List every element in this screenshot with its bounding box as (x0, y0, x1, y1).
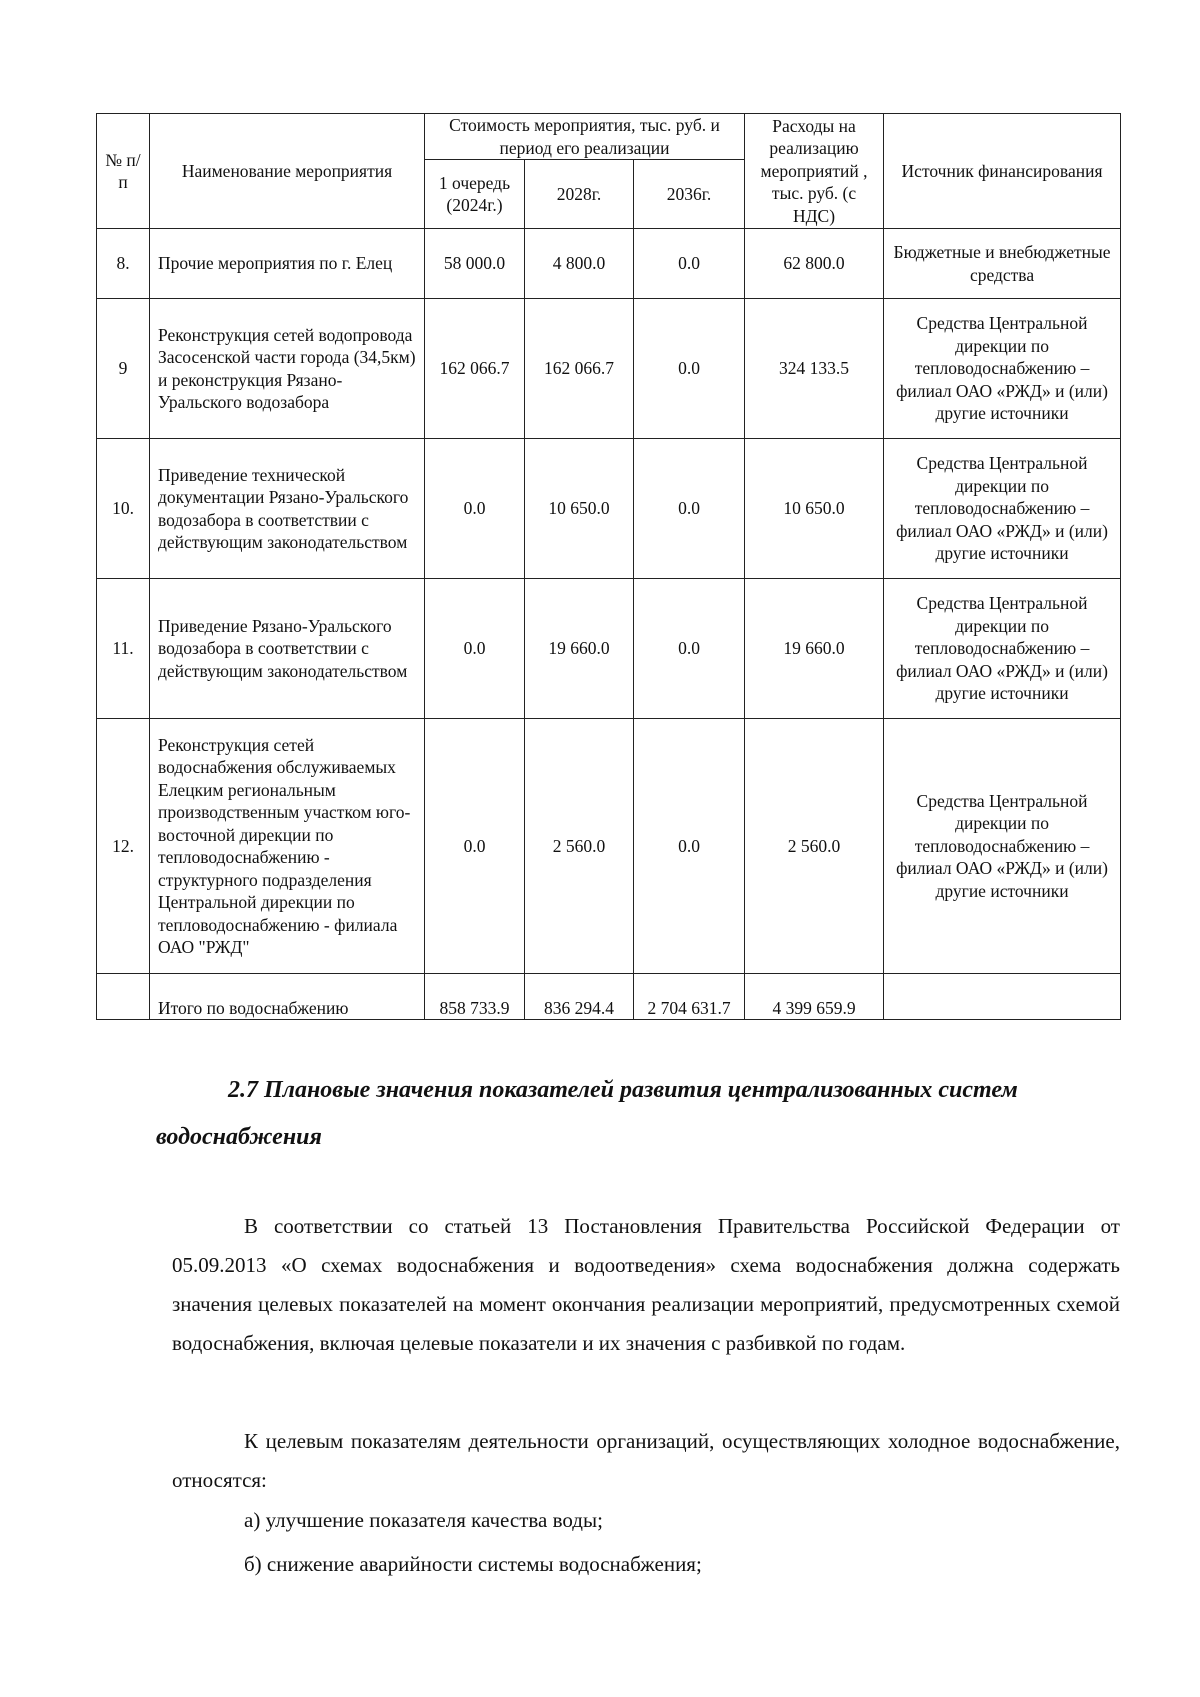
row-total: 2 560.0 (745, 719, 884, 974)
totals-2028: 836 294.4 (525, 974, 634, 1020)
table-header (97, 114, 1121, 229)
header-total: Расходы на реализацию мероприятий , тыс. руб. (с НДС) (745, 114, 884, 229)
header-2036: 2036г. (634, 160, 745, 229)
row-num: 8. (97, 229, 150, 299)
table-row (97, 299, 1121, 439)
row-2028: 162 066.7 (525, 299, 634, 439)
section-title: Плановые значения показателей развития централизованных систем водоснабжения (156, 1077, 1018, 1150)
section-heading (156, 1067, 1116, 1161)
row-total: 324 133.5 (745, 299, 884, 439)
row-2028: 19 660.0 (525, 579, 634, 719)
row-stage1: 162 066.7 (425, 299, 525, 439)
row-2036: 0.0 (634, 579, 745, 719)
row-2036: 0.0 (634, 229, 745, 299)
table-body (97, 229, 1121, 1020)
row-source: Средства Центральной дирекции по тепловодоснабжению – филиал ОАО «РЖД» и (или) другие источники (884, 719, 1121, 974)
paragraph-text: В соответствии со статьей 13 Постановления Правительства Российской Федерации от 05.09.2013 «О схемах водоснабжения и водоотведения» схема водоснабжения должна содержать значения целевых показателей на момент окончания реализации мероприятий, предусмотренных схемой водоснабжения, включая целевые показатели и их значения с разбивкой по годам. (172, 1214, 1120, 1355)
row-2036: 0.0 (634, 439, 745, 579)
row-source: Средства Центральной дирекции по тепловодоснабжению – филиал ОАО «РЖД» и (или) другие источники (884, 579, 1121, 719)
row-source: Средства Центральной дирекции по тепловодоснабжению – филиал ОАО «РЖД» и (или) другие источники (884, 299, 1121, 439)
row-name: Приведение Рязано-Уральского водозабора в соответствии с действующим законодательством (150, 579, 425, 719)
row-source: Бюджетные и внебюджетные средства (884, 229, 1121, 299)
header-name: Наименование мероприятия (150, 114, 425, 229)
row-2028: 10 650.0 (525, 439, 634, 579)
section-number: 2.7 (228, 1077, 258, 1103)
list-item: а) улучшение показателя качества воды; (244, 1508, 603, 1532)
row-num: 11. (97, 579, 150, 719)
row-name: Прочие мероприятия по г. Елец (150, 229, 425, 299)
paragraph-text: К целевым показателям деятельности организаций, осуществляющих холодное водоснабжение, относятся: (172, 1429, 1120, 1492)
row-stage1: 0.0 (425, 719, 525, 974)
row-total: 19 660.0 (745, 579, 884, 719)
list-item: б) снижение аварийности системы водоснабжения; (244, 1552, 702, 1576)
table-row (97, 229, 1121, 299)
row-2036: 0.0 (634, 719, 745, 974)
header-stage1: 1 очередь (2024г.) (425, 160, 525, 229)
row-stage1: 58 000.0 (425, 229, 525, 299)
row-num: 9 (97, 299, 150, 439)
totals-source (884, 974, 1121, 1020)
paragraph (172, 1422, 1120, 1500)
row-num: 10. (97, 439, 150, 579)
table-row (97, 719, 1121, 974)
row-name: Реконструкция сетей водопровода Засосенской части города (34,5км) и реконструкция Рязано-Уральского водозабора (150, 299, 425, 439)
totals-stage1: 858 733.9 (425, 974, 525, 1020)
row-name: Реконструкция сетей водоснабжения обслуживаемых Елецким региональным производственным участком юго-восточной дирекции по тепловодоснабжению - структурного подразделения Центральной дирекции по тепловодоснабжению - филиала ОАО "РЖД" (150, 719, 425, 974)
totals-total: 4 399 659.9 (745, 974, 884, 1020)
row-2036: 0.0 (634, 299, 745, 439)
header-cost-group: Стоимость мероприятия, тыс. руб. и период его реализации (425, 114, 745, 160)
row-stage1: 0.0 (425, 579, 525, 719)
totals-row (97, 974, 1121, 1020)
row-total: 10 650.0 (745, 439, 884, 579)
header-source: Источник финансирования (884, 114, 1121, 229)
row-num: 12. (97, 719, 150, 974)
header-num: № п/п (97, 114, 150, 229)
row-name: Приведение технической документации Рязано-Уральского водозабора в соответствии с действующим законодательством (150, 439, 425, 579)
table-row (97, 579, 1121, 719)
totals-num (97, 974, 150, 1020)
table-row (97, 439, 1121, 579)
row-stage1: 0.0 (425, 439, 525, 579)
totals-label: Итого по водоснабжению (150, 974, 425, 1020)
row-total: 62 800.0 (745, 229, 884, 299)
header-2028: 2028г. (525, 160, 634, 229)
investment-table (96, 113, 1121, 1020)
row-2028: 4 800.0 (525, 229, 634, 299)
paragraph (172, 1207, 1120, 1363)
row-2028: 2 560.0 (525, 719, 634, 974)
totals-2036: 2 704 631.7 (634, 974, 745, 1020)
row-source: Средства Центральной дирекции по тепловодоснабжению – филиал ОАО «РЖД» и (или) другие источники (884, 439, 1121, 579)
